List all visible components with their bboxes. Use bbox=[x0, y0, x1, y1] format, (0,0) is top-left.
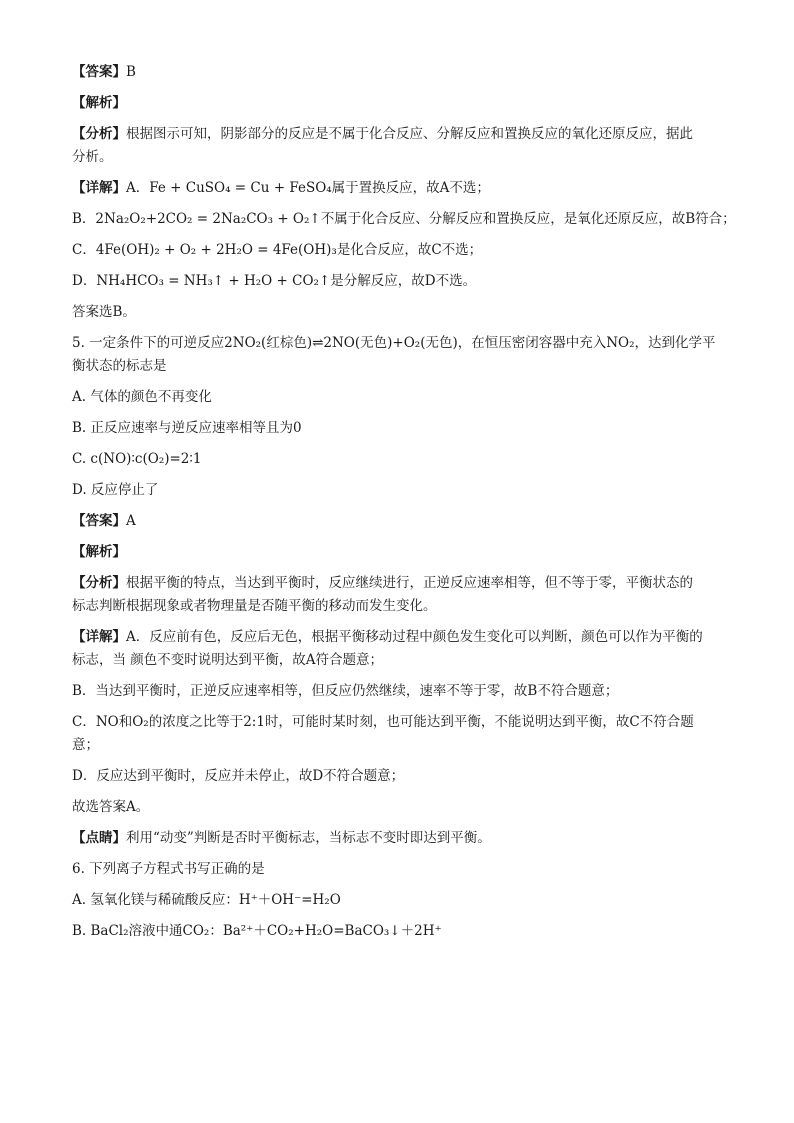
answer-value: B bbox=[126, 64, 136, 80]
option-b: B. 正反应速率与逆反应速率相等且为0 bbox=[72, 420, 302, 436]
answer-tag: 【答案】 bbox=[72, 513, 126, 529]
xiangjie-line bbox=[72, 178, 732, 198]
dianjing-line bbox=[72, 828, 732, 848]
analysis-header bbox=[72, 93, 732, 113]
fenxi-line bbox=[72, 124, 732, 144]
xiangjie-tag: 【详解】 bbox=[72, 629, 126, 645]
fenxi-cont: 标志判断根据现象或者物理量是否随平衡的移动而发生变化。 bbox=[72, 598, 437, 614]
question-5-cont: 衡状态的标志是 bbox=[72, 358, 167, 374]
fenxi-tag: 【分析】 bbox=[72, 575, 126, 591]
option-c: C. c(NO)∶c(O₂)=2∶1 bbox=[72, 451, 202, 467]
detail-c: C．4Fe(OH)₂ + O₂ + 2H₂O = 4Fe(OH)₃是化合反应，故C不选； bbox=[72, 242, 483, 258]
xiangjie-text: A．反应前有色，反应后无色，根据平衡移动过程中颜色发生变化可以判断，颜色可以作为平衡的 bbox=[126, 629, 703, 645]
document-page bbox=[72, 62, 736, 952]
answer-line bbox=[72, 511, 732, 531]
analysis-tag: 【解析】 bbox=[72, 544, 126, 560]
detail-b: B．当达到平衡时，正逆反应速率相等，但反应仍然继续，速率不等于零，故B不符合题意； bbox=[72, 683, 619, 699]
question-5: 5. 一定条件下的可逆反应2NO₂(红棕色)⇌2NO(无色)+O₂(无色)，在恒压密闭容器中充入NO₂，达到化学平 bbox=[72, 335, 716, 351]
detail-b: B．2Na₂O₂+2CO₂ = 2Na₂CO₃ + O₂↑不属于化合反应、分解反应和置换反应，是氧化还原反应，故B符合； bbox=[72, 211, 736, 227]
question-6: 6. 下列离子方程式书写正确的是 bbox=[72, 861, 265, 877]
answer-value: A bbox=[126, 513, 136, 529]
dianjing-text: 利用“动变”判断是否时平衡标志，当标志不变时即达到平衡。 bbox=[126, 830, 491, 846]
answer-conclusion: 答案选B。 bbox=[72, 304, 136, 320]
option-d: D. 反应停止了 bbox=[72, 482, 159, 498]
answer-tag: 【答案】 bbox=[72, 64, 126, 80]
detail-c-cont: 意； bbox=[72, 737, 99, 753]
fenxi-tag: 【分析】 bbox=[72, 126, 126, 142]
option-b: B. BaCl₂溶液中通CO₂：Ba²⁺＋CO₂+H₂O=BaCO₃↓＋2H⁺ bbox=[72, 923, 442, 939]
xiangjie-tag: 【详解】 bbox=[72, 180, 126, 196]
fenxi-text: 根据图示可知，阴影部分的反应是不属于化合反应、分解反应和置换反应的氧化还原反应，据此 bbox=[126, 126, 693, 142]
detail-d: D．NH₄HCO₃ = NH₃↑ + H₂O + CO₂↑是分解反应，故D不选。 bbox=[72, 273, 477, 289]
xiangjie-cont: 标志，当 颜色不变时说明达到平衡，故A符合题意； bbox=[72, 652, 384, 668]
xiangjie-text: A．Fe + CuSO₄ = Cu + FeSO₄属于置换反应，故A不选； bbox=[126, 180, 490, 196]
analysis-header bbox=[72, 542, 732, 562]
option-a: A. 气体的颜色不再变化 bbox=[72, 389, 212, 405]
answer-line bbox=[72, 62, 732, 82]
detail-d: D．反应达到平衡时，反应并未停止，故D不符合题意； bbox=[72, 768, 405, 784]
fenxi-cont: 分析。 bbox=[72, 149, 113, 165]
fenxi-text: 根据平衡的特点，当达到平衡时，反应继续进行，正逆反应速率相等，但不等于零，平衡状态的 bbox=[126, 575, 693, 591]
fenxi-line bbox=[72, 573, 732, 593]
detail-c: C．NO和O₂的浓度之比等于2:1时，可能时某时刻，也可能达到平衡，不能说明达到平衡，故C不符合题 bbox=[72, 714, 694, 730]
option-a: A. 氢氧化镁与稀硫酸反应：H⁺＋OH⁻=H₂O bbox=[72, 892, 341, 908]
analysis-tag: 【解析】 bbox=[72, 95, 126, 111]
dianjing-tag: 【点睛】 bbox=[72, 830, 126, 846]
xiangjie-line bbox=[72, 627, 732, 647]
answer-conclusion: 故选答案A。 bbox=[72, 799, 150, 815]
